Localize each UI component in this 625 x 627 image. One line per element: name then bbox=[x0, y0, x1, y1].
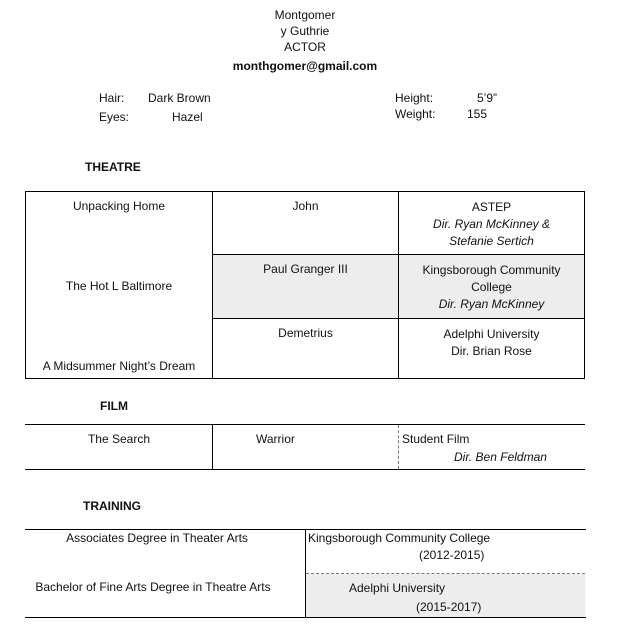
actor-role: ACTOR bbox=[284, 40, 326, 54]
film-director: Dir. Ben Feldman bbox=[454, 450, 547, 464]
film-role: Warrior bbox=[256, 432, 295, 446]
venue-name: Adelphi University bbox=[443, 327, 540, 341]
theatre-role: John bbox=[292, 199, 319, 213]
theatre-border-bottom bbox=[25, 378, 585, 379]
training-years: (2015-2017) bbox=[416, 600, 482, 614]
venue-director: Dir. Ryan McKinney bbox=[438, 297, 545, 311]
training-heading: TRAINING bbox=[83, 499, 141, 513]
film-title: The Search bbox=[87, 432, 151, 446]
venue-director: Dir. Brian Rose bbox=[451, 344, 532, 358]
theatre-show: The Hot L Baltimore bbox=[65, 279, 173, 293]
email-link[interactable]: monthgomer@gmail.com bbox=[232, 59, 378, 73]
weight-label: Weight: bbox=[395, 107, 436, 121]
eyes-value: Hazel bbox=[172, 110, 203, 124]
theatre-role: Paul Granger III bbox=[263, 262, 348, 276]
training-school: Adelphi University bbox=[349, 581, 446, 595]
theatre-row-divider-2 bbox=[212, 318, 585, 319]
theatre-venue bbox=[399, 199, 584, 250]
hair-value: Dark Brown bbox=[148, 91, 211, 105]
actor-name-line1: Montgomer bbox=[274, 8, 336, 22]
film-border-bottom bbox=[25, 469, 585, 470]
venue-director: Stefanie Sertich bbox=[449, 234, 534, 248]
film-type: Student Film bbox=[402, 432, 470, 446]
film-dashed-divider bbox=[398, 425, 399, 469]
theatre-border-right bbox=[584, 191, 585, 379]
film-heading: FILM bbox=[100, 399, 128, 413]
weight-value: 155 bbox=[467, 107, 488, 121]
film-border-top bbox=[25, 424, 585, 425]
venue-name: College bbox=[471, 280, 512, 294]
training-school: Kingsborough Community College bbox=[308, 531, 491, 545]
theatre-col-divider-1 bbox=[212, 191, 213, 379]
training-degree: Bachelor of Fine Arts Degree in Theatre Arts bbox=[35, 580, 271, 594]
resume-header bbox=[205, 7, 405, 74]
theatre-venue bbox=[399, 262, 584, 313]
theatre-role: Demetrius bbox=[278, 326, 333, 340]
theatre-show: A Midsummer Night’s Dream bbox=[42, 359, 196, 373]
eyes-label: Eyes: bbox=[99, 110, 130, 124]
theatre-venue bbox=[399, 326, 584, 360]
training-degree: Associates Degree in Theater Arts bbox=[66, 531, 248, 545]
venue-name: Kingsborough Community bbox=[422, 263, 561, 277]
training-years: (2012-2015) bbox=[419, 548, 485, 562]
height-value: 5’9” bbox=[477, 91, 498, 105]
hair-label: Hair: bbox=[99, 91, 125, 105]
height-label: Height: bbox=[395, 91, 434, 105]
actor-name-line2: y Guthrie bbox=[280, 24, 330, 38]
training-dashed-divider bbox=[306, 573, 585, 574]
theatre-show: Unpacking Home bbox=[72, 199, 166, 213]
venue-name: ASTEP bbox=[471, 200, 512, 214]
film-col-divider bbox=[212, 424, 213, 470]
theatre-heading: THEATRE bbox=[85, 160, 141, 174]
theatre-row-divider-1 bbox=[212, 254, 585, 255]
venue-director: Dir. Ryan McKinney & bbox=[433, 217, 550, 231]
theatre-border-top bbox=[25, 191, 585, 192]
